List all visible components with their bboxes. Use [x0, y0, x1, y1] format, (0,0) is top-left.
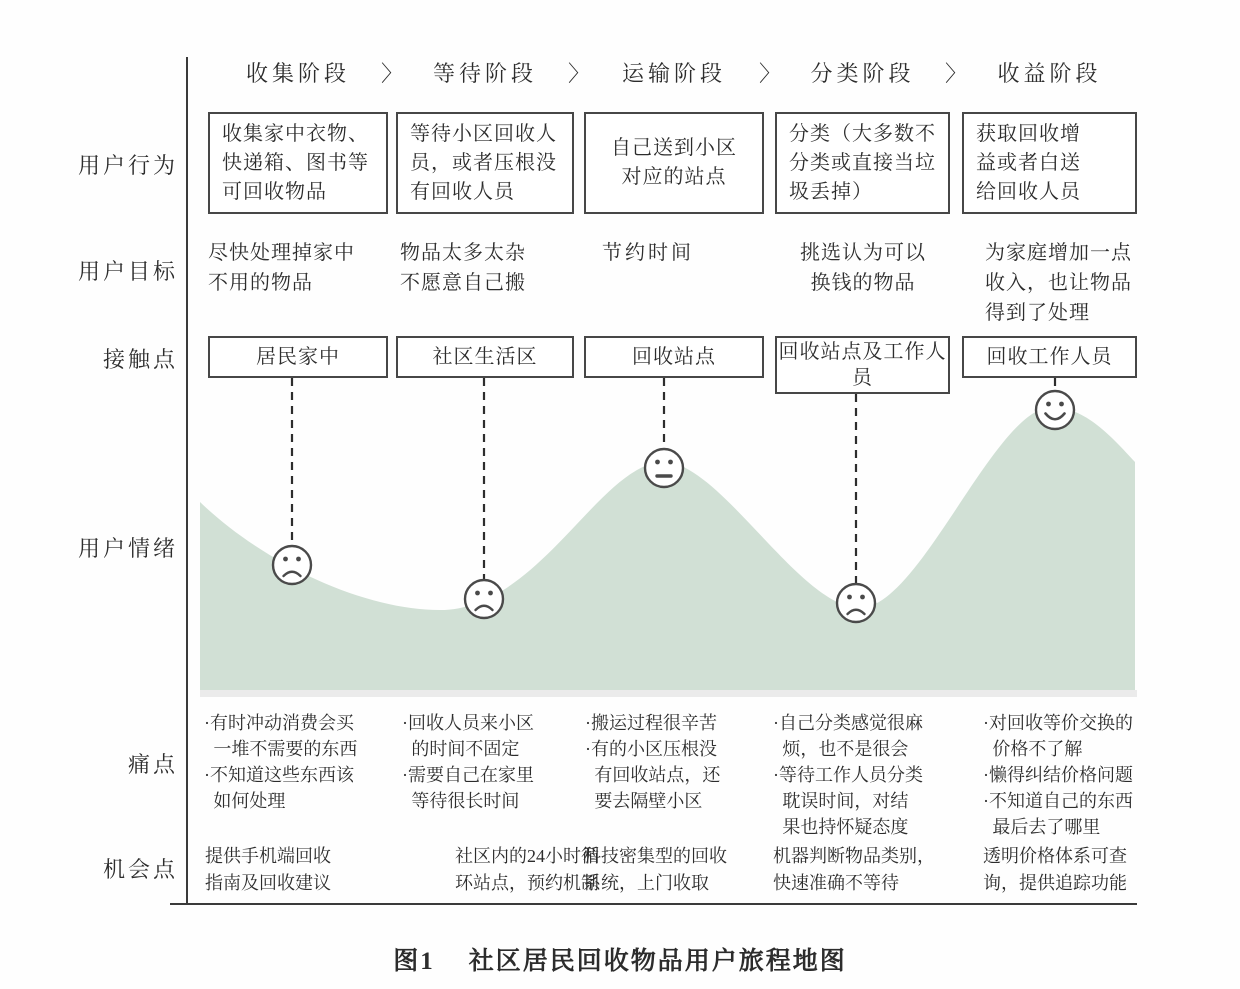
pain-item: ·需要自己在家里等待很长时间 [402, 765, 534, 811]
pain-item: ·搬运过程很辛苦 [585, 713, 717, 733]
touchpoint-text: 社区生活区 [432, 346, 538, 368]
pain-item: ·不知道这些东西该如何处理 [204, 765, 354, 811]
goal-text: 尽快处理掉家中不用的物品 [208, 242, 355, 294]
behavior-text: 自己送到小区对应的站点 [611, 137, 737, 188]
opportunity-text: 提供手机端回收指南及回收建议 [205, 846, 331, 893]
touchpoint-box [208, 336, 388, 378]
behavior-box [775, 112, 950, 214]
sad-face-icon [465, 580, 503, 618]
stage-arrow-separator: 〉 [380, 61, 403, 86]
behavior-box [208, 112, 388, 214]
figure-caption-title: 社区居民回收物品用户旅程地图 [468, 948, 847, 975]
pain-list [204, 710, 362, 814]
goal-text: 挑选认为可以换钱的物品 [800, 242, 926, 294]
stage-header-sort: 分类阶段 [810, 61, 915, 86]
opportunity-text: 科技密集型的回收系统，上门收取 [583, 846, 727, 893]
behavior-text: 获取回收增益或者白送给回收人员 [976, 122, 1081, 203]
touchpoint-box [584, 336, 764, 378]
sad-face-icon [837, 584, 875, 622]
stage-header-collect: 收集阶段 [245, 61, 350, 86]
touchpoint-text: 回收工作人员 [986, 346, 1113, 368]
stage-header-transport: 运输阶段 [621, 61, 726, 86]
pain-item: ·有时冲动消费会买一堆不需要的东西 [204, 713, 358, 759]
figure-caption-label: 图1 [393, 948, 435, 975]
pain-item: ·懒得纠结价格问题 [983, 765, 1133, 785]
touchpoint-box [962, 336, 1137, 378]
opportunity-text: 机器判断物品类别，快速准确不等待 [773, 846, 935, 893]
goal-text: 为家庭增加一点收入，也让物品得到了处理 [985, 242, 1132, 324]
pain-list [773, 710, 925, 840]
row-label-pain: 痛点 [127, 752, 178, 777]
row-label-goal: 用户目标 [77, 259, 178, 284]
row-label-emotion: 用户情绪 [77, 536, 178, 561]
behavior-box [396, 112, 574, 214]
pain-list [585, 710, 725, 814]
pain-item: ·自己分类感觉很麻烦，也不是很会 [773, 713, 923, 759]
row-label-opportunity: 机会点 [102, 857, 178, 882]
behavior-box [584, 112, 764, 214]
stage-header-gain: 收益阶段 [997, 61, 1102, 86]
behavior-box [962, 112, 1137, 214]
figure-caption [0, 941, 1240, 977]
frame-bottom-line [170, 903, 1137, 905]
touchpoint-box [775, 336, 950, 394]
opportunity-text: 透明价格体系可查询，提供追踪功能 [983, 846, 1127, 893]
touchpoint-text: 回收站点 [632, 346, 716, 368]
pain-item: ·有的小区压根没有回收站点，还要去隔壁小区 [585, 739, 721, 811]
pain-item: ·不知道自己的东西最后去了哪里 [983, 791, 1133, 837]
pain-item: ·等待工作人员分类耽误时间，对结果也持怀疑态度 [773, 765, 923, 837]
opportunity-text: 社区内的24小时循环站点，预约机制 [455, 846, 599, 893]
area-bottom-strip [200, 690, 1137, 697]
row-label-behavior: 用户行为 [77, 153, 178, 178]
emotion-curve-chart [188, 335, 1137, 690]
pain-item: ·对回收等价交换的价格不了解 [983, 713, 1133, 759]
stage-header-wait: 等待阶段 [432, 61, 537, 86]
pain-list [402, 710, 542, 814]
stage-arrow-separator: 〉 [758, 61, 781, 86]
stage-arrow-separator: 〉 [944, 61, 967, 86]
touchpoint-box [396, 336, 574, 378]
behavior-text: 收集家中衣物、快递箱、图书等可回收物品 [222, 122, 369, 203]
pain-item: ·回收人员来小区的时间不固定 [402, 713, 534, 759]
row-label-touchpoint: 接触点 [102, 347, 178, 372]
happy-face-icon [1036, 391, 1074, 429]
behavior-text: 分类（大多数不分类或直接当垃圾丢掉） [789, 122, 936, 203]
behavior-text: 等待小区回收人员，或者压根没有回收人员 [410, 122, 557, 203]
sad-face-icon [273, 546, 311, 584]
pain-list [983, 710, 1141, 840]
touchpoint-text: 回收站点及工作人员 [778, 341, 947, 389]
goal-text: 物品太多太杂不愿意自己搬 [400, 242, 526, 294]
neutral-face-icon [645, 449, 683, 487]
goal-text: 节约时间 [602, 242, 694, 264]
touchpoint-text: 居民家中 [256, 346, 340, 368]
stage-arrow-separator: 〉 [567, 61, 590, 86]
